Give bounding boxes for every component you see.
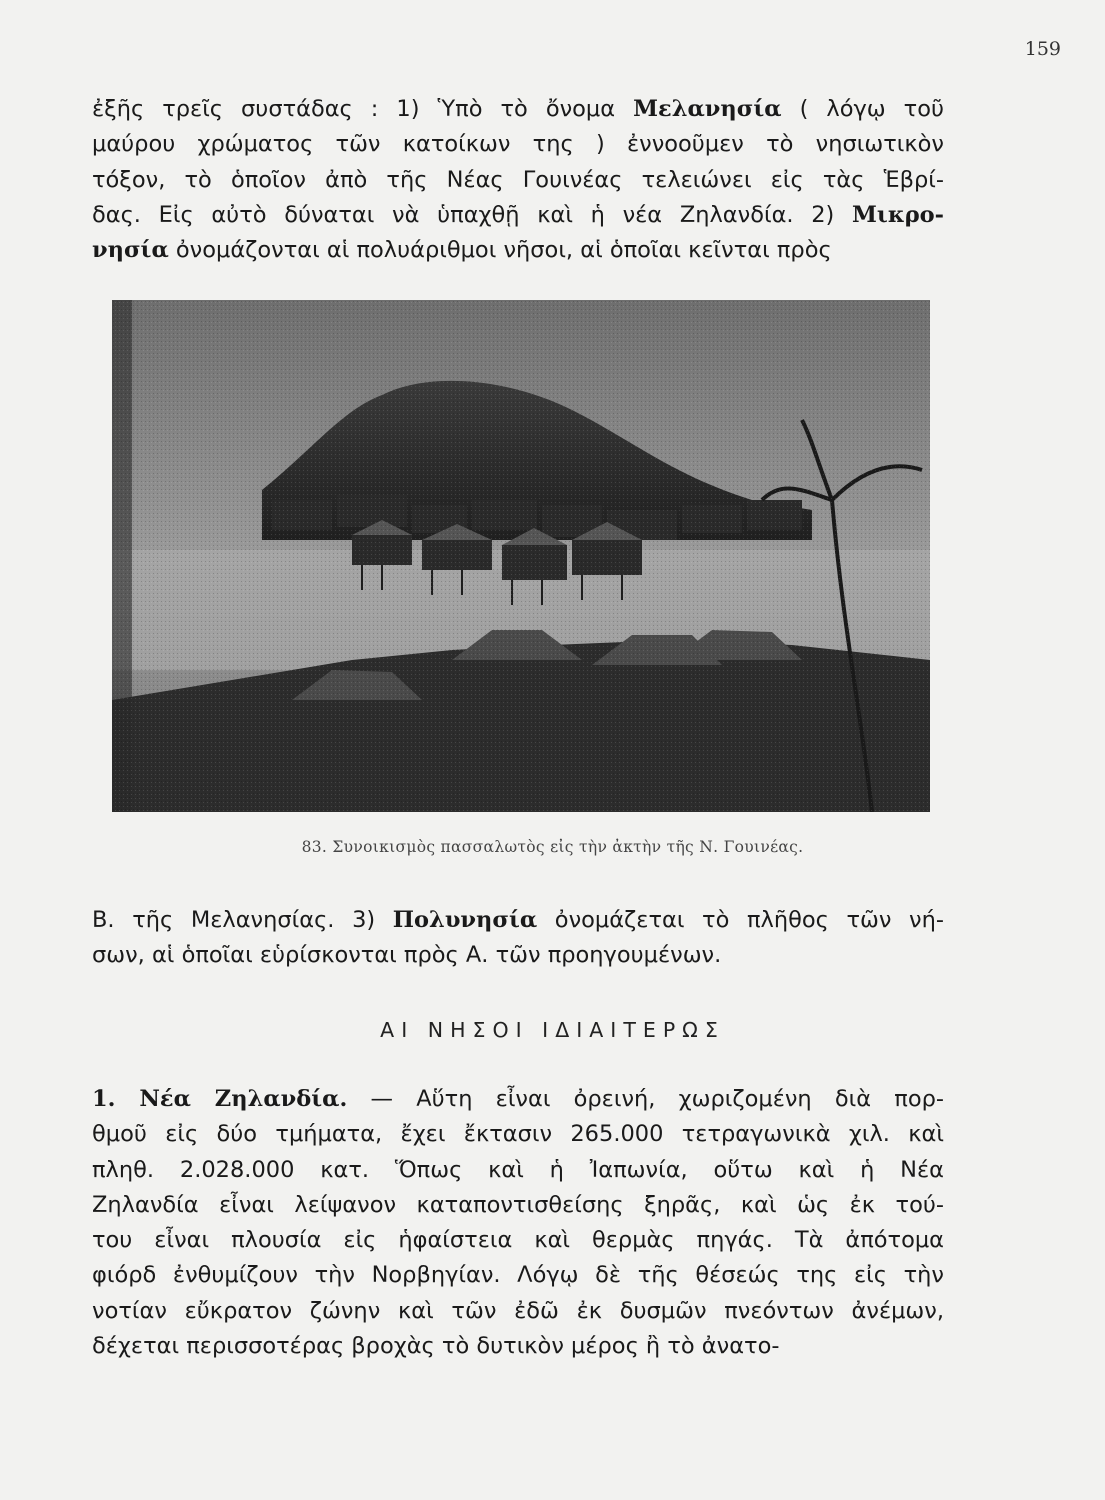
figure-photo (112, 300, 930, 812)
bold-term: Μικρο- (852, 201, 944, 228)
text-line (92, 1258, 944, 1293)
text-line (92, 1117, 944, 1152)
bold-term: Πολυνησία (392, 907, 538, 933)
text-run: δέχεται περισσοτέρας βροχὰς τὸ δυτικὸν μέρος ἢ τὸ ἀνατο- (92, 1333, 780, 1360)
text-line (92, 92, 944, 127)
text-run: Ζηλανδία εἶναι λείψανον καταποντισθείσης ξηρᾶς, καὶ ὡς ἐκ τού- (92, 1191, 944, 1218)
text-run: πληθ. 2.028.000 κατ. Ὅπως καὶ ἡ Ἰαπωνία, οὕτω καὶ ἡ Νέα (92, 1156, 944, 1183)
paragraph-intro (92, 92, 944, 268)
text-line (92, 1223, 944, 1258)
text-line (92, 233, 944, 268)
text-run: νοτίαν εὔκρατον ζώνην καὶ τῶν ἐδῶ ἐκ δυσμῶν πνεόντων ἀνέμων, (92, 1297, 944, 1324)
text-run: φιόρδ ἐνθυμίζουν τὴν Νορβηγίαν. Λόγῳ δὲ τῆς θέσεώς της εἰς τὴν (92, 1262, 944, 1289)
text-line (92, 1188, 944, 1223)
text-run: ( λόγῳ τοῦ (781, 96, 944, 122)
text-line (92, 163, 944, 198)
figure-caption: 83. Συνοικισμὸς πασσαλωτὸς εἰς τὴν ἀκτὴν τῆς Ν. Γουινέας. (301, 838, 804, 856)
text-run: μαύρου χρώματος τῶν κατοίκων της ) ἐννοοῦμεν τὸ νησιωτικὸν (92, 131, 944, 158)
text-line (92, 127, 944, 162)
text-run: Β. τῆς Μελανησίας. 3) (92, 907, 393, 933)
bold-term: 1. Νέα Ζηλανδία. (92, 1086, 348, 1112)
text-line (92, 198, 944, 233)
text-line (92, 1294, 944, 1329)
text-run: ἐξῆς τρεῖς συστάδας : 1) Ὑπὸ τὸ ὄνομα (92, 96, 634, 122)
text-run: ὀνομάζεται τὸ πλῆθος τῶν νή- (537, 907, 944, 933)
stilt-village-photo (112, 300, 930, 812)
text-run: δας. Εἰς αὐτὸ δύναται νὰ ὑπαχθῇ καὶ ἡ νέα Ζηλανδία. 2) (92, 201, 853, 228)
text-run: του εἶναι πλουσία εἰς ἡφαίστεια καὶ θερμὰς πηγάς. Τὰ ἀπότομα (92, 1227, 944, 1254)
text-line (92, 903, 944, 938)
text-run: ὀνομάζονται αἱ πολυάριθμοι νῆσοι, αἱ ὁποῖαι κεῖνται πρὸς (168, 237, 832, 264)
page-number: 159 (1024, 38, 1061, 60)
text-run: σων, αἱ ὁποῖαι εὑρίσκονται πρὸς Α. τῶν προηγουμένων. (92, 942, 722, 969)
paragraph-polynesia (92, 903, 944, 974)
text-line (92, 1329, 944, 1364)
paragraph-new-zealand (92, 1082, 944, 1364)
bold-term: Μελανησία (633, 96, 782, 122)
text-run: θμοῦ εἰς δύο τμήματα, ἔχει ἔκτασιν 265.000 τετραγωνικὰ χιλ. καὶ (92, 1121, 944, 1148)
text-run: — Αὕτη εἶναι ὀρεινή, χωριζομένη διὰ πορ- (347, 1086, 945, 1112)
text-line (92, 1153, 944, 1188)
text-line (92, 938, 944, 973)
section-heading: ΑΙ ΝΗΣΟΙ ΙΔΙΑΙΤΕΡΩΣ (380, 1018, 725, 1042)
text-run: τόξον, τὸ ὁποῖον ἀπὸ τῆς Νέας Γουινέας τελειώνει εἰς τὰς Ἑβρί- (92, 166, 944, 193)
text-line (92, 1082, 944, 1117)
bold-term: νησία (92, 237, 169, 264)
